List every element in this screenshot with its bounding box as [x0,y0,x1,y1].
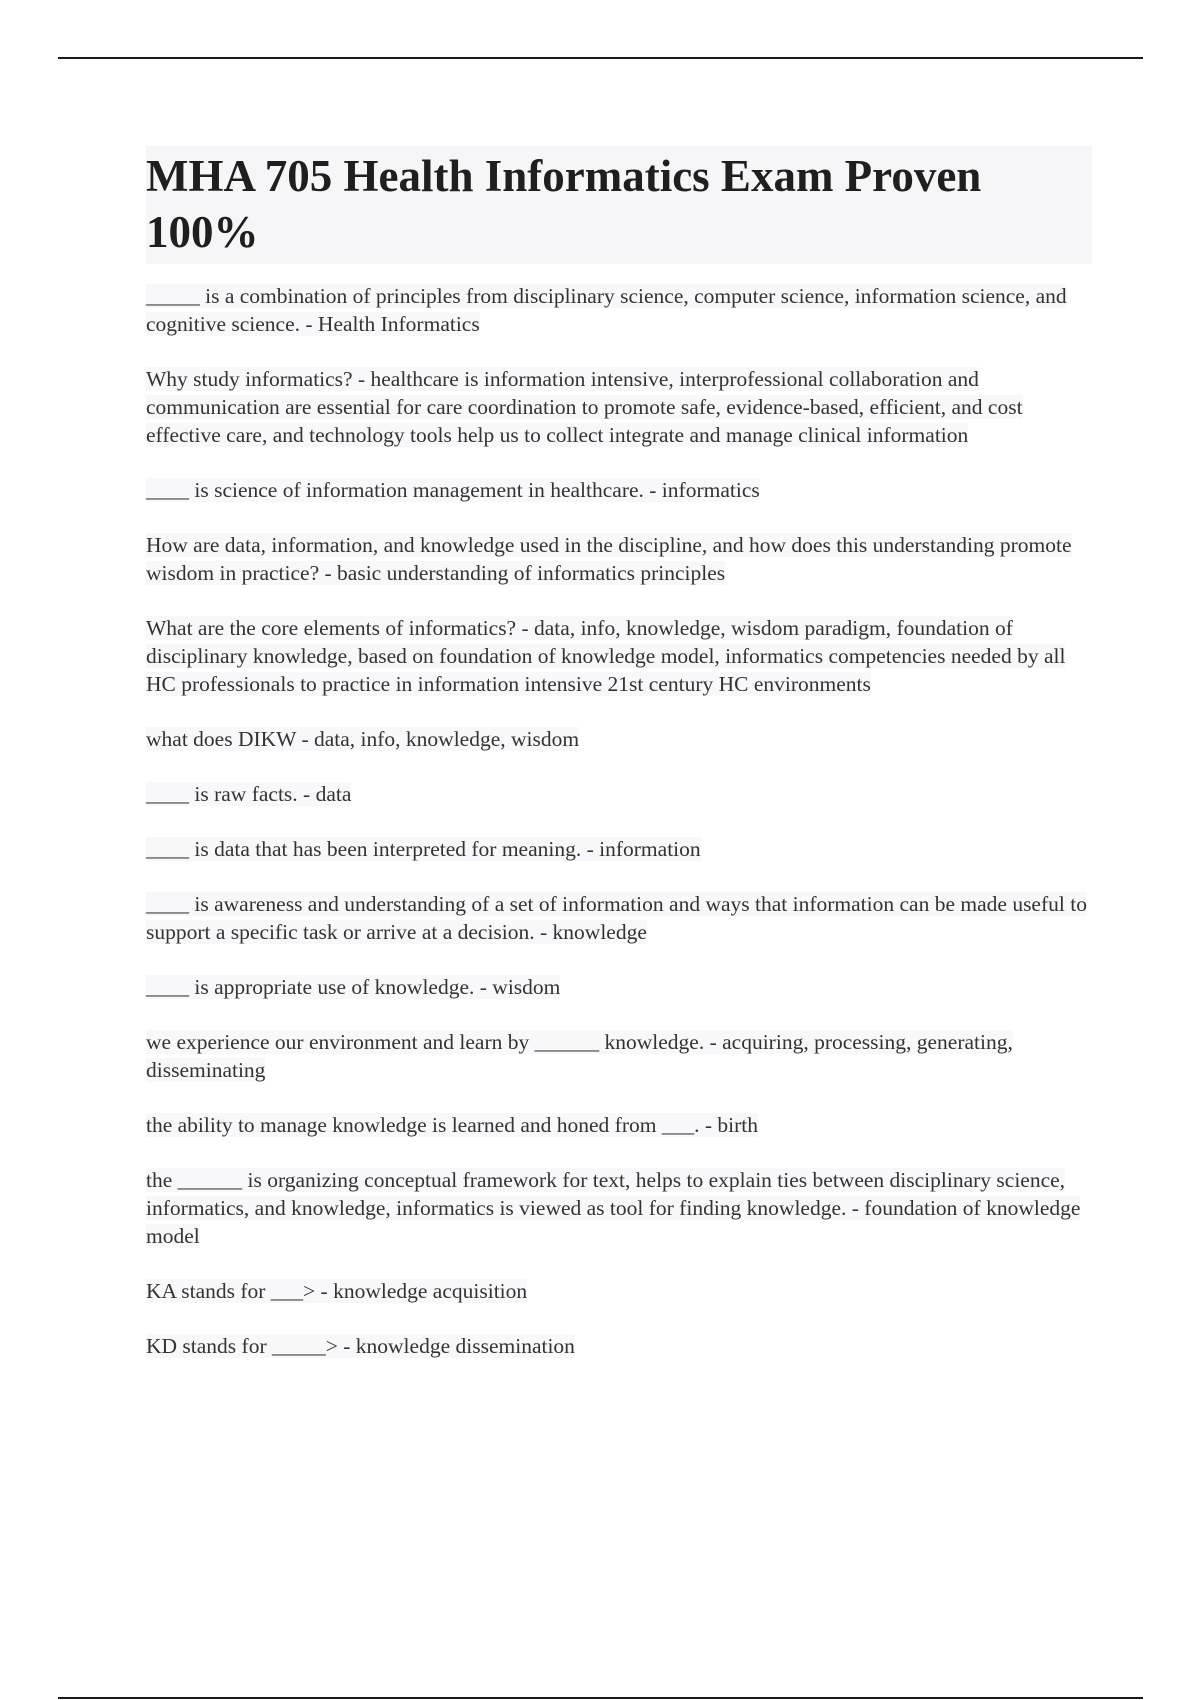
qa-item: ____ is awareness and understanding of a set of information and ways that information can be made useful to support a specific task or arrive at a decision. - knowledge [146,892,1087,944]
top-rule [58,57,1143,59]
qa-item: ____ is appropriate use of knowledge. - wisdom [146,975,561,999]
qa-item: KD stands for _____> - knowledge dissemination [146,1334,575,1358]
qa-item: the ______ is organizing conceptual framework for text, helps to explain ties between disciplinary science, informatics, and knowledge, informatics is viewed as tool for finding knowledge. - foundation of knowledge model [146,1168,1081,1248]
qa-item: ____ is data that has been interpreted for meaning. - information [146,837,701,861]
page-title: MHA 705 Health Informatics Exam Proven 100% [146,146,1092,264]
qa-item: ____ is raw facts. - data [146,782,352,806]
qa-item: ____ is science of information management in healthcare. - informatics [146,478,760,502]
qa-item: How are data, information, and knowledge used in the discipline, and how does this understanding promote wisdom in practice? - basic understanding of informatics principles [146,533,1072,585]
qa-item: KA stands for ___> - knowledge acquisition [146,1279,528,1303]
qa-item: Why study informatics? - healthcare is information intensive, interprofessional collaboration and communication are essential for care coordination to promote safe, evidence-based, efficient, and cost effective care, and technology tools help us to collect integrate and manage clinical information [146,367,1023,447]
qa-item: What are the core elements of informatics? - data, info, knowledge, wisdom paradigm, foundation of disciplinary knowledge, based on foundation of knowledge model, informatics competencies needed by all HC professionals to practice in information intensive 21st century HC environments [146,616,1066,696]
qa-item: what does DIKW - data, info, knowledge, wisdom [146,727,580,751]
qa-item: we experience our environment and learn by ______ knowledge. - acquiring, processing, generating, disseminating [146,1030,1013,1082]
bottom-rule [58,1697,1143,1699]
document-body [146,146,1092,1387]
qa-item: the ability to manage knowledge is learned and honed from ___. - birth [146,1113,758,1137]
qa-item: _____ is a combination of principles from disciplinary science, computer science, information science, and cognitive science. - Health Informatics [146,284,1067,336]
